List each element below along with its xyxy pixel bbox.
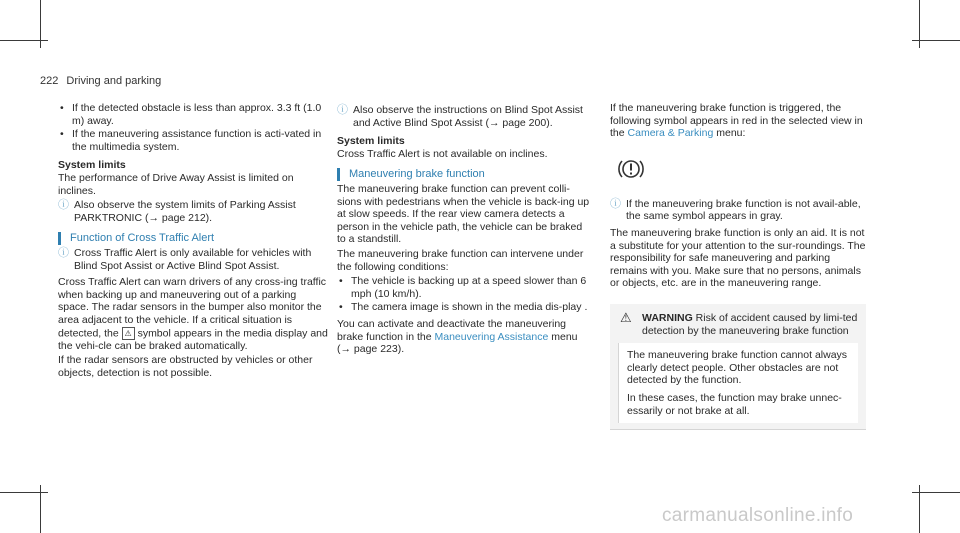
warning-paragraph: In these cases, the function may brake unnec-essarily or not brake at all. [627,391,842,417]
note [610,198,866,223]
note-text: Also observe the system limits of Parking Assist PARKTRONIC (→ page 212). [74,199,296,224]
system-limits-text: Cross Traffic Alert is not available on inclines. [337,147,548,160]
paragraph: The maneuvering brake function can intervene under the following conditions: [337,247,584,273]
system-limits-heading: System limits [337,135,405,148]
paragraph: The maneuvering brake function is only an aid. It is not a substitute for your attention to the sur-roundings. The responsibility for safe maneuvering and parking remains with you. Make sure that no persons, animals or objects, etc. are in the maneuvering range. [610,226,866,290]
note [337,104,593,129]
note [58,199,328,224]
column-1 [58,102,328,381]
note-text: Also observe the instructions on Blind Spot Assist and Active Blind Spot Assist (→ page 200). [353,104,583,129]
list-item: • The vehicle is backing up at a speed slower than 6 mph (10 km/h). [337,275,593,300]
warning-paragraph: The maneuvering brake function cannot always clearly detect people. Other obstacles are not detected by the function. [627,349,848,387]
warning-icon: ⚠ [620,309,632,325]
system-limits-heading: System limits [58,159,126,172]
maneuvering-assistance-link[interactable]: Maneuvering Assistance [434,330,549,343]
system-limits-text: The performance of Drive Away Assist is limited on inclines. [58,171,294,197]
paragraph [337,318,593,356]
list-item: • If the detected obstacle is less than approx. 3.3 ft (1.0 m) away. [58,102,328,127]
list-item: • If the maneuvering assistance function is acti-vated in the multimedia system. [58,128,328,153]
paragraph: The maneuvering brake function can prevent colli-sions with pedestrians when the vehicle is back-ing up at slow speeds. If the rear view camera detects a person in the vehicle path, the vehicle can be braked to a standstill. [337,182,590,246]
section-title: Maneuvering brake function [337,168,593,181]
section-name: Driving and parking [66,75,162,87]
paragraph-text: menu: [716,127,746,140]
list-item: • The camera image is shown in the media dis-play . [337,301,593,314]
watermark: carmanualsonline.info [662,505,854,526]
paragraph-text: symbol appears in the media display and the vehi-cle can be braked automatically. [58,326,328,352]
crop-mark [0,40,48,41]
warning-box [610,304,866,430]
info-icon: ⓘ [58,246,69,259]
crop-mark [0,492,48,493]
paragraph [610,102,866,140]
cross-traffic-alert-icon: ⚠ [122,327,135,340]
page-header [40,75,161,87]
warning-label: WARNING [642,311,693,324]
paragraph-text: You can activate and deactivate the maneuvering brake function in the [337,317,567,343]
camera-parking-link[interactable]: Camera & Parking [627,127,714,140]
warning-header [618,309,858,337]
info-icon: ⓘ [58,199,69,212]
section-title: Function of Cross Traffic Alert [58,232,328,245]
crop-mark [912,40,960,41]
info-icon: ⓘ [610,197,621,210]
column-3 [610,102,866,430]
note-text: If the maneuvering brake function is not avail-able, the same symbol appears in gray. [626,197,861,223]
crop-mark [912,492,960,493]
note-text: Cross Traffic Alert is only available for vehicles with Blind Spot Assist or Active Blind Spot Assist. [74,246,312,272]
note [58,247,328,272]
paragraph-text: Cross Traffic Alert can warn drivers of any cross-ing traffic when backing up and maneuvering out of a parking space. The radar sensors in the bumper also monitor the area adjacent to the vehicle. If a critical situation is detected, the [58,276,327,339]
paragraph: If the radar sensors are obstructed by vehicles or other objects, detection is not possible. [58,354,313,379]
page-number: 222 [40,75,59,87]
paragraph [58,276,328,352]
paragraph-text: If the maneuvering brake function is triggered, the following symbol appears in red in the selected view in the [610,102,863,140]
brake-warning-icon [616,154,646,184]
info-icon: ⓘ [337,104,348,116]
paragraph-text: menu (→ page 223). [337,330,578,356]
warning-body [618,343,858,423]
column-2 [337,102,593,358]
warning-head-text: Risk of accident caused by limi-ted detection by the maneuvering brake function [642,311,858,337]
